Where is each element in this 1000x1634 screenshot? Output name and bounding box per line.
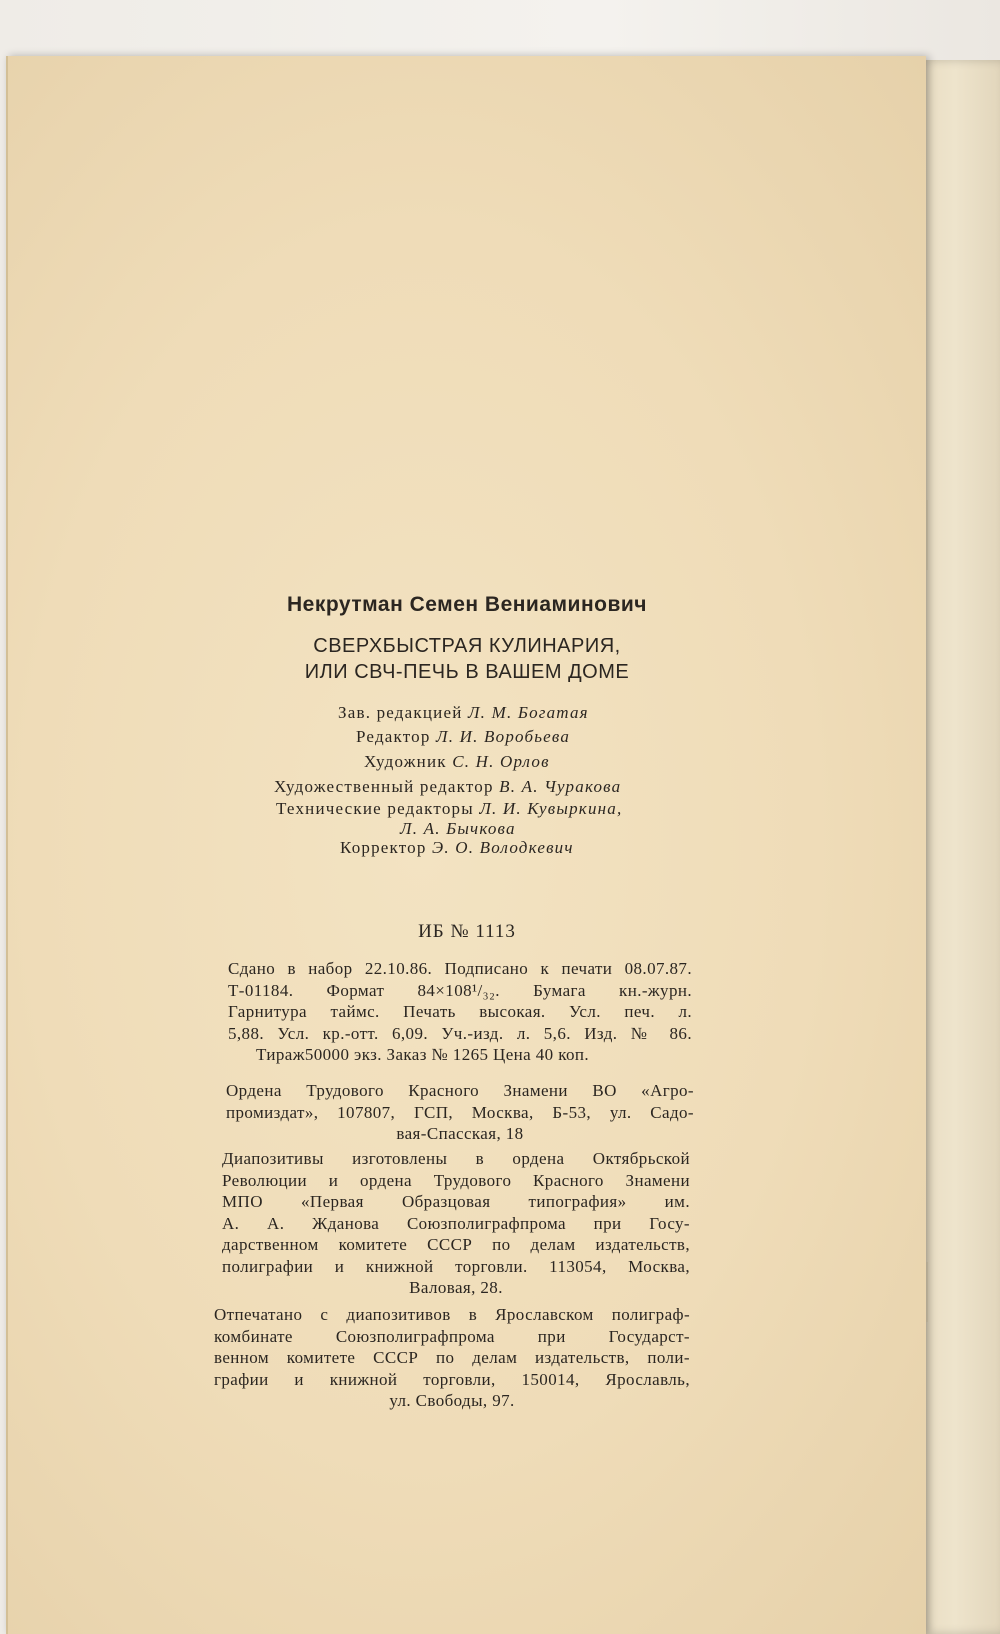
diapositives-info (222, 1148, 690, 1299)
credit-art-editor (274, 778, 621, 795)
publisher-line: Ордена Трудового Красного Знамени ВО «Агро- (226, 1081, 694, 1100)
credit-artist (364, 753, 550, 770)
credit-role: Корректор (340, 838, 427, 857)
diapositives-line: А. А. Жданова Союзполиграфпрома при Госу- (222, 1213, 690, 1233)
printed-line: венном комитете СССР по делам издательств, поли- (214, 1348, 690, 1367)
printed-line: ул. Свободы, 97. (389, 1391, 515, 1410)
diapositives-line: Валовая, 28. (409, 1278, 503, 1297)
printed-line: графии и книжной торговли, 150014, Ярославль, (214, 1369, 690, 1389)
credit-name: Л. М. Богатая (467, 703, 589, 722)
ib-number: ИБ № 1113 (418, 921, 516, 942)
author-name: Некрутман Семен Вениаминович (287, 593, 647, 616)
credit-name: Л. А. Бычкова (400, 819, 516, 838)
print-details-line: Тираж50000 экз. Заказ № 1265 Цена 40 коп. (256, 1045, 590, 1064)
credit-name: Л. И. Воробьева (436, 727, 571, 746)
printed-line: комбинате Союзполиграфпрома при Государст- (214, 1326, 690, 1346)
publisher-line: промиздат», 107807, ГСП, Москва, Б-53, ул. Садо- (226, 1102, 694, 1122)
print-details-line: Гарнитура таймс. Печать высокая. Усл. печ. л. (228, 1002, 692, 1021)
book-title-line-2: ИЛИ СВЧ-ПЕЧЬ В ВАШЕМ ДОМЕ (304, 661, 630, 683)
colophon (8, 56, 926, 1634)
credit-tech-editor-2 (400, 820, 516, 837)
diapositives-line: МПО «Первая Образцовая типография» им. (222, 1192, 690, 1211)
diapositives-line: полиграфии и книжной торговли. 113054, Москва, (222, 1256, 690, 1276)
printed-info (214, 1304, 690, 1412)
print-details-line: Т-01184. Формат 84×108¹/₃₂. Бумага кн.-журн. (228, 980, 692, 1000)
credit-name: Л. И. Кувыркина, (479, 799, 623, 818)
print-details-line: 5,88. Усл. кр.-отт. 6,09. Уч.-изд. л. 5,6. Изд. № 86. (228, 1023, 692, 1043)
credit-editor (356, 728, 570, 745)
publisher-line: вая-Спасская, 18 (396, 1124, 524, 1143)
credit-head-editor (338, 704, 589, 721)
diapositives-line: Диапозитивы изготовлены в ордена Октябрьской (222, 1149, 690, 1168)
print-details-line: Сдано в набор 22.10.86. Подписано к печати 08.07.87. (228, 959, 692, 978)
credit-role: Зав. редакцией (338, 703, 463, 722)
credit-role: Технические редакторы (276, 799, 474, 818)
credit-name: В. А. Чуракова (499, 777, 622, 796)
credit-proofreader (340, 839, 574, 856)
diapositives-line: дарственном комитете СССР по делам издательств, (222, 1235, 690, 1254)
book-title-line-1: СВЕРХБЫСТРАЯ КУЛИНАРИЯ, (313, 635, 621, 657)
book-page (6, 56, 926, 1634)
credit-tech-editors (276, 800, 622, 817)
publisher-info (226, 1080, 694, 1145)
print-details (228, 958, 692, 1066)
credit-name: Э. О. Володкевич (432, 838, 574, 857)
printed-line: Отпечатано с диапозитивов в Ярославском полиграф- (214, 1305, 690, 1324)
credit-name: С. Н. Орлов (452, 752, 550, 771)
credit-role: Редактор (356, 727, 431, 746)
credit-role: Художественный редактор (274, 777, 494, 796)
diapositives-line: Революции и ордена Трудового Красного Знамени (222, 1170, 690, 1190)
next-page-edge (918, 60, 1000, 1634)
credit-role: Художник (364, 752, 447, 771)
